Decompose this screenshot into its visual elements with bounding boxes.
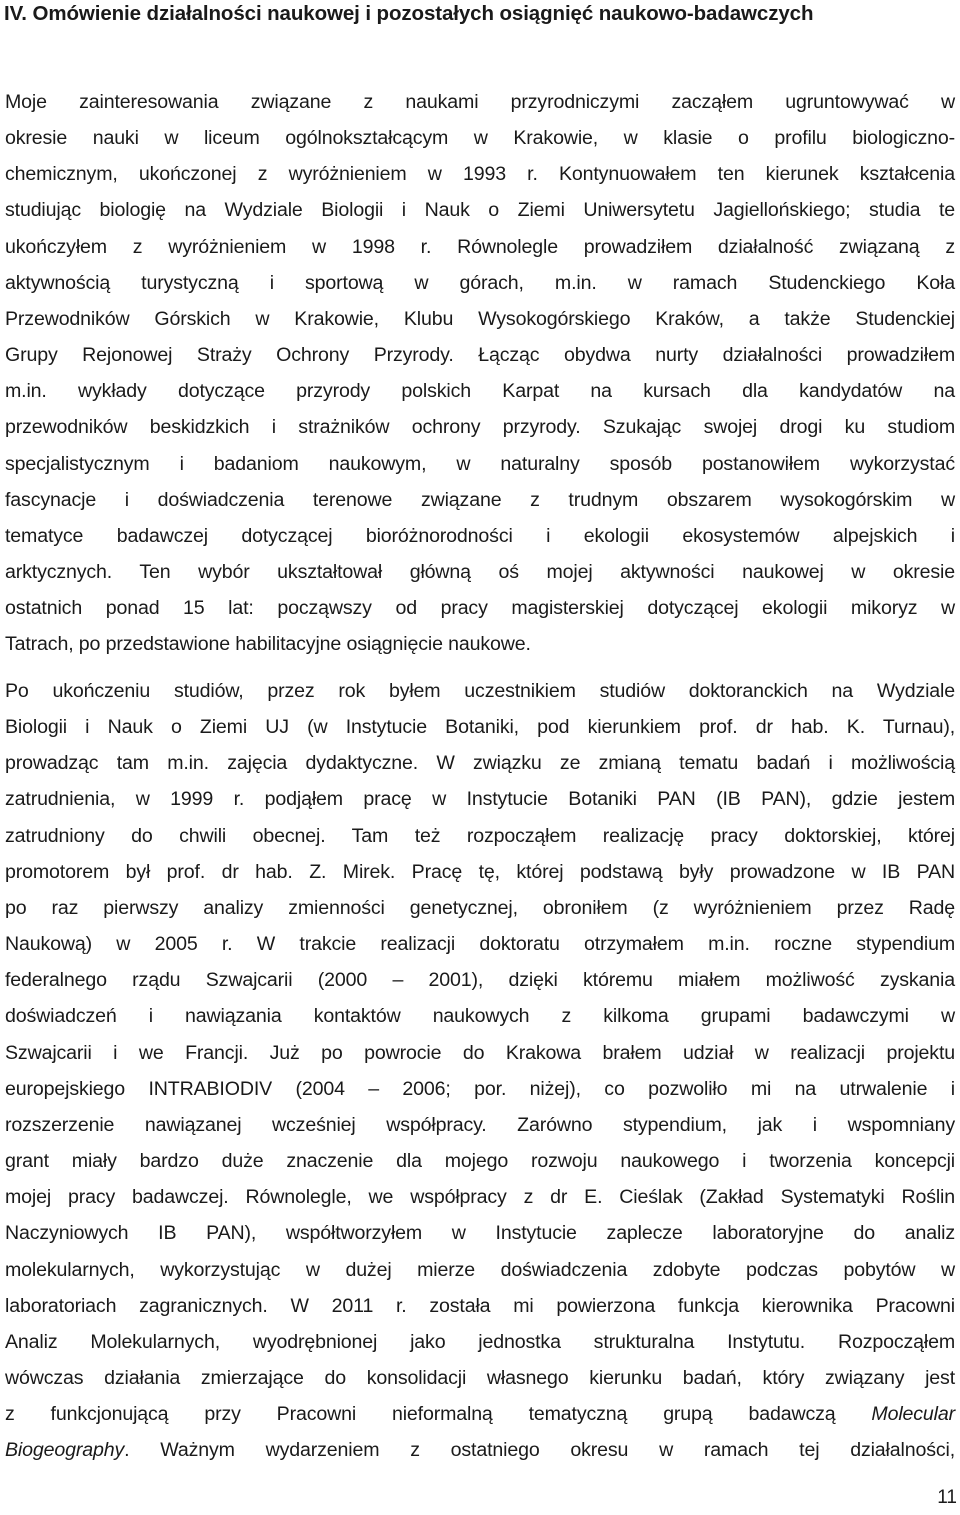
- section-heading: IV. Omówienie działalności naukowej i pozostałych osiągnięć naukowo-badawczych: [4, 2, 814, 25]
- text-line: Po ukończeniu studiów, przez rok byłem uczestnikiem studiów doktoranckich na Wydziale: [5, 680, 955, 702]
- text-line-with-italic: [5, 1396, 955, 1432]
- text-line: arktycznych. Ten wybór ukształtował główną oś mojej aktywności naukowej w okresie: [5, 561, 955, 584]
- text-line: Grupy Rejonowej Straży Ochrony Przyrody. Łącząc obydwa nurty działalności prowadziłem: [5, 344, 955, 367]
- text-line: zatrudnienia, w 1999 r. podjąłem pracę w Instytucie Botaniki PAN (IB PAN), gdzie jestem: [5, 788, 955, 811]
- text-line: europejskiego INTRABIODIV (2004 – 2006; por. niżej), co pozwoliło mi na utrwalenie i: [5, 1077, 955, 1100]
- text-line: federalnego rządu Szwajcarii (2000 – 2001), dzięki któremu miałem możliwość zyskania: [5, 969, 955, 992]
- text-line: laboratoriach zagranicznych. W 2011 r. została mi powierzona funkcja kierownika Pracowni: [5, 1294, 955, 1317]
- text-line: molekularnych, wykorzystując w dużej mierze doświadczenia zdobyte podczas pobytów w: [5, 1258, 955, 1281]
- paragraph-2: [5, 673, 955, 1463]
- text-line: Naczyniowych IB PAN), współtworzyłem w Instytucie zaplecze laboratoryjne do analiz: [5, 1222, 955, 1245]
- text-line: fascynacje i doświadczenia terenowe związane z trudnym obszarem wysokogórskim w: [5, 488, 955, 511]
- text-line: Biologii i Nauk o Ziemi UJ (w Instytucie Botaniki, pod kierunkiem prof. dr hab. K. Turnau),: [5, 716, 955, 739]
- page-number: 11: [937, 1487, 957, 1508]
- text-line: wówczas działania zmierzające do konsolidacji własnego kierunku badań, który związany jest: [5, 1366, 955, 1389]
- text-line: tematyce badawczej dotyczącej bioróżnorodności i ekologii ekosystemów alpejskich i: [5, 524, 955, 547]
- text-line: Przewodników Górskich w Krakowie, Klubu Wysokogórskiego Kraków, a także Studenckiej: [5, 307, 955, 330]
- text-line: zatrudniony do chwili obecnej. Tam też rozpocząłem realizację pracy doktorskiej, której: [5, 824, 955, 847]
- text-line: specjalistycznym i badaniom naukowym, w naturalny sposób postanowiłem wykorzystać: [5, 452, 955, 475]
- text-line: promotorem był prof. dr hab. Z. Mirek. Pracę tę, której podstawą były prowadzone w IB PAN: [5, 860, 955, 883]
- text-line: Naukową) w 2005 r. W trakcie realizacji doktoratu otrzymałem m.in. roczne stypendium: [5, 933, 955, 956]
- text-line: rozszerzenie nawiązanej wcześniej współpracy. Zarówno stypendium, jak i wspomniany: [5, 1113, 955, 1136]
- text-line: grant miały bardzo duże znaczenie dla mojego rozwoju naukowego i tworzenia koncepcji: [5, 1150, 955, 1173]
- text-line: po raz pierwszy analizy zmienności genetycznej, obroniłem (z wyróżnieniem przez Radę: [5, 896, 955, 919]
- text-segment: . Ważnym wydarzeniem z ostatniego okresu w ramach tej działalności,: [124, 1439, 955, 1462]
- text-line: Moje zainteresowania związane z naukami przyrodniczymi zacząłem ugruntowywać w: [5, 91, 955, 113]
- text-line: mojej pracy badawczej. Równolegle, we współpracy z dr E. Cieślak (Zakład Systematyki Roślin: [5, 1186, 955, 1209]
- text-line: chemicznym, ukończonej z wyróżnieniem w 1993 r. Kontynuowałem ten kierunek kształcenia: [5, 163, 955, 186]
- text-line: studiując biologię na Wydziale Biologii i Nauk o Ziemi Uniwersytetu Jagiellońskiego; studia te: [5, 199, 955, 222]
- text-line: Analiz Molekularnych, wyodrębnionej jako jednostka strukturalna Instytutu. Rozpocząłem: [5, 1330, 955, 1353]
- text-segment: z funkcjonującą przy Pracowni nieformalną tematyczną grupą badawczą: [5, 1403, 872, 1426]
- text-line: Szwajcarii i we Francji. Już po powrocie do Krakowa brałem udział w realizacji projektu: [5, 1041, 955, 1064]
- text-line: okresie nauki w liceum ogólnokształcącym w Krakowie, w klasie o profilu biologiczno-: [5, 127, 955, 150]
- text-line: doświadczeń i nawiązania kontaktów naukowych z kilkoma grupami badawczymi w: [5, 1005, 955, 1028]
- text-line: przewodników beskidzkich i strażników ochrony przyrody. Szukając swojej drogi ku studiom: [5, 416, 955, 439]
- text-line: Tatrach, po przedstawione habilitacyjne osiągnięcie naukowe.: [5, 633, 531, 656]
- paragraph-1: [5, 84, 955, 654]
- text-line: ostatnich ponad 15 lat: począwszy od pracy magisterskiej dotyczącej ekologii mikoryz w: [5, 597, 955, 620]
- text-line: aktywnością turystyczną i sportową w górach, m.in. w ramach Studenckiego Koła: [5, 271, 955, 294]
- text-line: m.in. wykłady dotyczące przyrody polskich Karpat na kursach dla kandydatów na: [5, 380, 955, 403]
- text-line: ukończyłem z wyróżnieniem w 1998 r. Równolegle prowadziłem działalność związaną z: [5, 235, 955, 258]
- italic-term: Molecular: [871, 1403, 955, 1426]
- text-line-with-italic: [5, 1432, 955, 1468]
- italic-term: Biogeography: [5, 1439, 125, 1462]
- text-line: prowadząc tam m.in. zajęcia dydaktyczne. W związku ze zmianą tematu badań i możliwością: [5, 752, 955, 775]
